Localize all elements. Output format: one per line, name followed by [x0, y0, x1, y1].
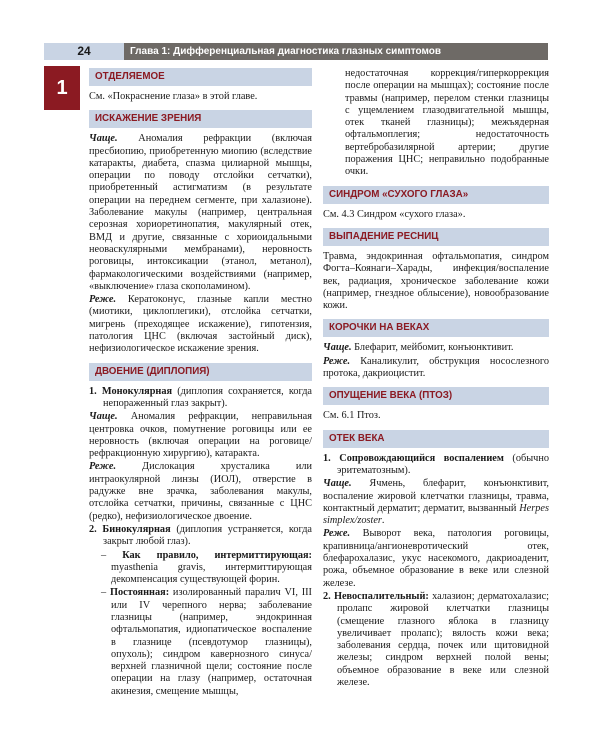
section-eyelash-loss: [323, 228, 549, 312]
item-heading: Бинокулярная: [102, 523, 171, 535]
sub-heading: Постоянная:: [109, 587, 170, 599]
section-ptosis: [323, 387, 549, 422]
left-column: [89, 68, 312, 705]
section-discharge: [89, 68, 312, 103]
section-distortion: [89, 110, 312, 355]
item-text: (обычно эритематозным).: [337, 452, 549, 476]
common-label: Чаще.: [323, 478, 352, 490]
running-title: Глава 1: Дифференциальная диагностика глазных симптомов: [130, 46, 442, 57]
section-text: Травма, эндокринная офтальмопатия, синдром Фогта–Коянаги–Харады, инфекция/воспаление век, радиация, хроническое заболевание кожи (например, гнездное облысение), новообразование кожи.: [323, 250, 549, 312]
list-item-monocular: [89, 386, 312, 411]
section-title: ОТДЕЛЯЕМОЕ: [89, 68, 312, 86]
item-heading: Монокулярная: [101, 385, 173, 397]
common-text-a: Ячмень, блефарит, конъюнктивит, воспаление жировой клетчатки глазницы, травма, контактный дерматит; дерматит, вызванный: [323, 478, 549, 514]
section-text: См. 4.3 Синдром «сухого глаза».: [323, 208, 466, 220]
rare-causes: [323, 356, 549, 381]
section-diplopia: [89, 363, 312, 698]
list-item-binocular: [89, 524, 312, 549]
list-item-inflammatory: [323, 453, 549, 478]
common-text: Аномалия рефракции (включая пресбиопию, приобретенную миопию (вследствие катаракты, диабета, спазма цилиарной мышцы, операции по поводу отслойки сетчатки), приобретенный астигматизм (в результате операции на переднем сегменте, при халазионе). Заболевание макулы (например, центральная серозная хориоретинопатия, макулярный отек, ВМД и другие, связанные с хориоидальными неоваскулярными мембранами), неровность роговицы, интоксикации (этанол, метанол), фармакологическими воздействиями (например, «выключение» глаза скополамином).: [89, 133, 312, 292]
item-heading: Невоспалительный:: [333, 590, 429, 602]
right-column: [323, 68, 549, 696]
common-causes: [89, 133, 312, 293]
rare-causes: [89, 294, 312, 355]
section-dry-eye: [323, 186, 549, 221]
common-causes: [89, 411, 312, 460]
section-title: СИНДРОМ «СУХОГО ГЛАЗА»: [323, 186, 549, 204]
section-text: См. «Покраснение глаза» в этой главе.: [89, 91, 258, 102]
section-title: ВЫПАДЕНИЕ РЕСНИЦ: [323, 228, 549, 246]
item-number: 2.: [323, 590, 334, 602]
section-title: ОПУЩЕНИЕ ВЕКА (ПТОЗ): [323, 387, 549, 405]
common-text: Аномалия рефракции, неправильная центровка очков, помутнение роговицы или ее неровность (включая операции на роговице/рефракционную хирургию), катаракта.: [89, 411, 312, 460]
sub-item-constant: [89, 587, 312, 698]
item-text: (диплопия сохраняется, когда непораженный глаз закрыт).: [103, 385, 312, 409]
page-number: 24: [44, 43, 124, 60]
section-title: КОРОЧКИ НА ВЕКАХ: [323, 319, 549, 337]
sub-text: myasthenia gravis, интермиттирующая декомпенсация существующей форин.: [111, 561, 312, 586]
rare-label: Реже.: [323, 355, 351, 367]
common-causes: [323, 478, 549, 527]
section-eyelid-crusting: [323, 319, 549, 380]
item-text: халазион; дерматохалазис; пролапс жировой клетчатки глазницы (смещение глазного яблока в глазницу увеличивает пролапс); вялость кожи века; заболевания сердца, почек или щитовидной железы; синдром верхней полой вены; объемное образование в веке или слезной железе.: [337, 590, 549, 688]
common-text-b: .: [381, 515, 385, 527]
rare-text: Дислокация хрусталика или интраокулярной линзы (ИОЛ), отверстие в радужке вне зрачка, заболевания макулы, отслойка сетчатки, причины, связанные с ЦНС (редко), нефизиологическое двоение.: [89, 461, 312, 522]
item-text: (диплопия устраняется, когда закрыт любой глаз).: [103, 523, 312, 548]
section-title: ИСКАЖЕНИЕ ЗРЕНИЯ: [89, 110, 312, 128]
rare-label: Реже.: [323, 528, 351, 540]
rare-text: Выворот века, патология роговицы, крапивница/ангионевротический отек, блефарохалазис, укус насекомого, дакриоаденит, рожа, объемное образование в веке или слезной железе.: [323, 528, 549, 589]
common-causes: [323, 342, 549, 354]
sub-text: изолированный паралич VI, III или IV черепного нерва; заболевание глазницы (например, эндокринная офтальмопатия, идиопатическое воспаление в глазнице (псевдотумор глазницы), опухоль); синдром кавернозного синуса/верхней глазничной щели; состояние после операции на глазу (например, остаточная акинезия, смещение мышцы,: [111, 587, 312, 697]
sub-item-intermittent: [89, 550, 312, 587]
section-title: ОТЕК ВЕКА: [323, 430, 549, 448]
item-number: 1.: [323, 452, 340, 464]
chapter-tab: 1: [44, 66, 80, 110]
sub-heading: Как правило, интермиттирующая:: [122, 549, 312, 561]
common-text: Блефарит, мейбомит, конъюнктивит.: [351, 342, 514, 354]
rare-causes: [323, 528, 549, 589]
common-label: Чаще.: [89, 411, 118, 423]
rare-text: Кератоконус, глазные капли местно (миотики, циклоплегики), отслойка сетчатки, мигрень (преходящее искажение), гипотензия, патология ЦНС (включая застойный диск), нефизиологическое искажение зрения.: [89, 294, 312, 355]
section-title: ДВОЕНИЕ (ДИПЛОПИЯ): [89, 363, 312, 381]
rare-text: Каналикулит, обструкция носослезного протока, дакриоцистит.: [323, 355, 549, 380]
list-item-noninflammatory: [323, 591, 549, 689]
rare-label: Реже.: [89, 294, 117, 306]
item-number: 2.: [89, 523, 103, 535]
page-header: [0, 0, 600, 60]
section-text: См. 6.1 Птоз.: [323, 410, 381, 422]
item-heading: Сопровождающийся воспалением: [339, 452, 504, 464]
common-label: Чаще.: [323, 342, 352, 354]
rare-label: Реже.: [89, 461, 117, 473]
rare-causes: [89, 461, 312, 522]
item-number: 1.: [89, 385, 102, 397]
dash: –: [101, 587, 110, 599]
continued-text: недостаточная коррекция/гиперкоррекция после операции на мышцах); состояние после травмы (например, перелом стенки глазницы с ущемлением глазодвигательной мышцы, отек тканей глазницы); межъядерная офтальмоплегия; недостаточность вертебробазилярной артерии; другие поражения ЦНС; неправильно подобранные очки.: [345, 68, 549, 178]
common-label: Чаще.: [89, 133, 118, 145]
common-text-italic: Herpes simplex/zoster: [323, 502, 549, 527]
dash: –: [101, 549, 123, 561]
section-eyelid-swelling: [323, 430, 549, 690]
